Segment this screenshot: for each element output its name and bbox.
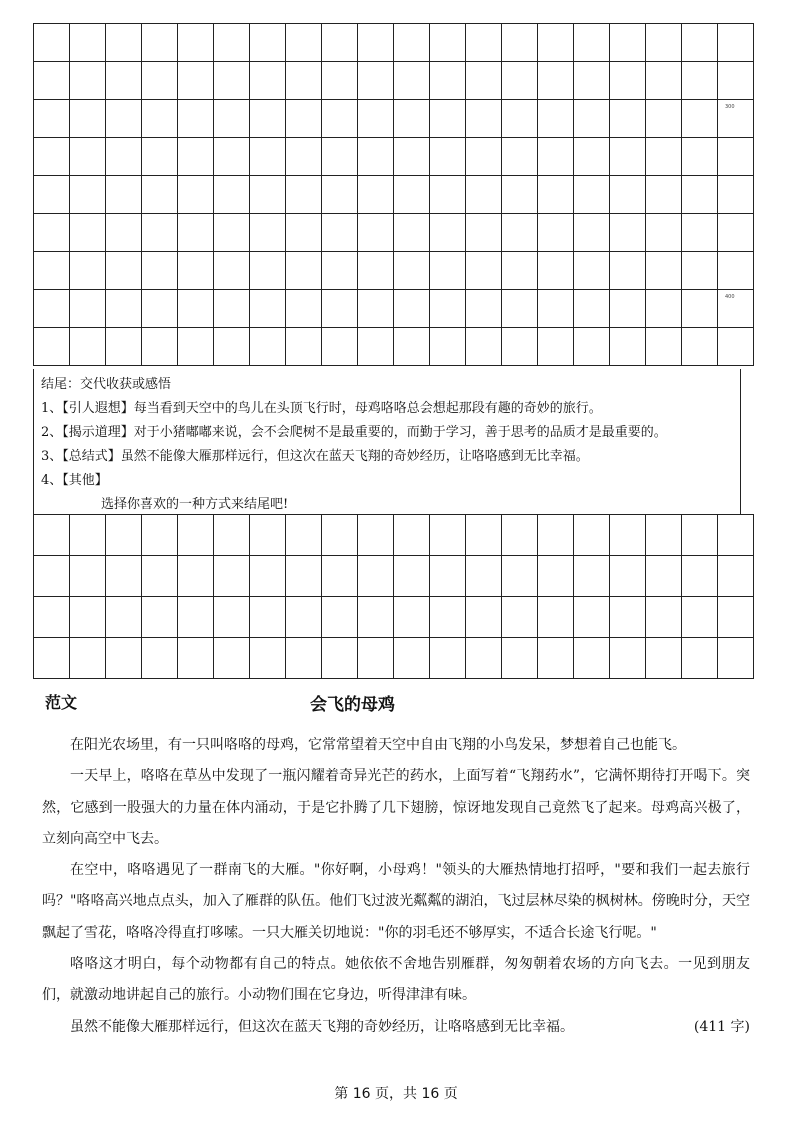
grid-cell	[430, 597, 466, 638]
grid-cell	[430, 252, 466, 290]
grid-cell	[286, 100, 322, 138]
grid-cell	[358, 556, 394, 597]
grid-cell	[394, 214, 430, 252]
grid-cell	[70, 252, 106, 290]
grid-cell	[214, 214, 250, 252]
grid-cell	[610, 597, 646, 638]
grid-cell	[394, 597, 430, 638]
grid-cell	[358, 328, 394, 366]
grid-cell	[718, 515, 754, 556]
grid-cell	[646, 100, 682, 138]
grid-cell	[286, 638, 322, 679]
grid-cell	[286, 252, 322, 290]
grid-cell	[322, 214, 358, 252]
sample-essay-label: 范文	[45, 693, 78, 712]
grid-cell	[250, 24, 286, 62]
grid-cell	[34, 252, 70, 290]
grid-cell	[610, 138, 646, 176]
grid-cell	[574, 24, 610, 62]
ending-option: 4、【其他】	[41, 473, 108, 488]
grid-cell	[682, 556, 718, 597]
grid-cell	[214, 290, 250, 328]
grid-cell	[394, 138, 430, 176]
grid-cell	[574, 638, 610, 679]
grid-cell	[538, 556, 574, 597]
grid-cell	[70, 328, 106, 366]
grid-cell	[70, 100, 106, 138]
grid-cell	[34, 214, 70, 252]
grid-row	[34, 638, 754, 679]
ending-prompt: 选择你喜欢的一种方式来结尾吧!	[101, 497, 289, 512]
grid-cell	[70, 556, 106, 597]
grid-cell	[178, 176, 214, 214]
grid-cell	[106, 328, 142, 366]
grid-cell	[502, 328, 538, 366]
grid-cell	[214, 638, 250, 679]
grid-cell	[574, 328, 610, 366]
grid-cell	[502, 638, 538, 679]
grid-cell	[178, 638, 214, 679]
grid-cell	[538, 328, 574, 366]
grid-cell	[394, 100, 430, 138]
grid-row	[34, 290, 754, 328]
grid-cell	[682, 252, 718, 290]
grid-cell	[682, 597, 718, 638]
grid-cell	[250, 556, 286, 597]
word-count-mark: 400	[725, 294, 735, 300]
essay-conclusion: 虽然不能像大雁那样远行，但这次在蓝天飞翔的奇妙经历，让咯咯感到无比幸福。	[70, 1018, 574, 1035]
grid-cell	[502, 290, 538, 328]
grid-cell	[646, 597, 682, 638]
grid-cell	[70, 290, 106, 328]
grid-cell	[178, 515, 214, 556]
grid-cell	[610, 62, 646, 100]
grid-cell	[574, 290, 610, 328]
grid-cell	[682, 515, 718, 556]
grid-cell	[682, 328, 718, 366]
grid-cell	[322, 100, 358, 138]
grid-cell	[214, 597, 250, 638]
grid-cell	[250, 100, 286, 138]
grid-cell	[322, 597, 358, 638]
grid-cell	[682, 290, 718, 328]
grid-cell	[214, 252, 250, 290]
grid-cell	[358, 597, 394, 638]
grid-cell	[610, 328, 646, 366]
essay-paragraph: 在空中，咯咯遇见了一群南飞的大雁。"你好啊，小母鸡！"领头的大雁热情地打招呼，"要和我们一起去旅行吗？"咯咯高兴地点点头，加入了雁群的队伍。他们飞过波光粼粼的湖泊，飞过层林尽染的枫树林。傍晚时分，天空飘起了雪花，咯咯冷得直打哆嗦。一只大雁关切地说："你的羽毛还不够厚实，不适合长途飞行呢。"	[42, 862, 750, 941]
grid-cell	[466, 138, 502, 176]
grid-cell	[646, 638, 682, 679]
grid-cell	[358, 24, 394, 62]
grid-cell	[538, 214, 574, 252]
grid-cell	[574, 176, 610, 214]
grid-cell	[286, 290, 322, 328]
grid-cell	[394, 24, 430, 62]
grid-cell	[574, 100, 610, 138]
grid-cell	[610, 24, 646, 62]
grid-cell	[250, 597, 286, 638]
grid-row	[34, 62, 754, 100]
grid-cell	[466, 214, 502, 252]
grid-cell	[142, 62, 178, 100]
grid-cell	[574, 556, 610, 597]
grid-cell	[394, 252, 430, 290]
grid-cell	[430, 290, 466, 328]
grid-cell	[646, 138, 682, 176]
grid-cell	[34, 62, 70, 100]
grid-cell	[574, 214, 610, 252]
grid-cell	[466, 515, 502, 556]
grid-cell	[430, 138, 466, 176]
grid-cell	[214, 515, 250, 556]
grid-cell	[718, 638, 754, 679]
grid-cell	[574, 62, 610, 100]
grid-cell	[286, 328, 322, 366]
word-count-mark: 300	[725, 104, 735, 110]
grid-cell	[34, 556, 70, 597]
grid-cell	[214, 556, 250, 597]
grid-cell	[682, 138, 718, 176]
grid-cell	[358, 138, 394, 176]
grid-cell	[682, 638, 718, 679]
grid-cell	[646, 328, 682, 366]
grid-cell	[322, 62, 358, 100]
grid-cell	[718, 556, 754, 597]
grid-cell	[142, 597, 178, 638]
grid-cell	[394, 176, 430, 214]
grid-cell	[142, 24, 178, 62]
grid-cell	[70, 597, 106, 638]
grid-cell	[106, 556, 142, 597]
grid-row	[34, 214, 754, 252]
grid-cell	[142, 138, 178, 176]
grid-row	[34, 328, 754, 366]
grid-cell	[466, 328, 502, 366]
grid-cell	[286, 24, 322, 62]
grid-cell	[322, 176, 358, 214]
grid-cell	[178, 252, 214, 290]
grid-cell	[502, 252, 538, 290]
grid-cell	[286, 176, 322, 214]
grid-row	[34, 597, 754, 638]
grid-cell	[250, 290, 286, 328]
grid-cell	[610, 100, 646, 138]
grid-cell	[70, 176, 106, 214]
grid-cell	[646, 214, 682, 252]
grid-cell	[358, 252, 394, 290]
grid-cell	[106, 597, 142, 638]
grid-cell	[106, 138, 142, 176]
grid-cell	[106, 638, 142, 679]
grid-cell	[142, 515, 178, 556]
grid-cell	[502, 556, 538, 597]
grid-cell	[34, 597, 70, 638]
grid-cell	[322, 290, 358, 328]
grid-cell	[718, 138, 754, 176]
grid-cell	[502, 597, 538, 638]
grid-cell	[34, 24, 70, 62]
grid-cell	[466, 100, 502, 138]
grid-cell	[322, 328, 358, 366]
grid-row	[34, 176, 754, 214]
grid-cell	[466, 24, 502, 62]
grid-cell	[718, 100, 754, 138]
grid-cell	[358, 100, 394, 138]
grid-row	[34, 100, 754, 138]
grid-cell	[250, 62, 286, 100]
grid-cell	[394, 638, 430, 679]
grid-cell	[394, 556, 430, 597]
grid-cell	[70, 515, 106, 556]
word-count: (411 字)	[693, 1018, 750, 1035]
grid-cell	[610, 252, 646, 290]
grid-cell	[214, 328, 250, 366]
grid-cell	[34, 100, 70, 138]
grid-cell	[466, 62, 502, 100]
grid-cell	[250, 138, 286, 176]
grid-cell	[394, 328, 430, 366]
writing-grid-top	[33, 23, 754, 366]
grid-cell	[142, 328, 178, 366]
ending-option: 2、【揭示道理】对于小猪嘟嘟来说，会不会爬树不是最重要的，而勤于学习，善于思考的品质才是最重要的。	[41, 425, 667, 440]
grid-cell	[646, 556, 682, 597]
grid-cell	[322, 138, 358, 176]
grid-cell	[610, 176, 646, 214]
grid-cell	[178, 100, 214, 138]
grid-cell	[646, 24, 682, 62]
grid-cell	[538, 62, 574, 100]
grid-cell	[574, 597, 610, 638]
grid-cell	[106, 515, 142, 556]
grid-cell	[286, 597, 322, 638]
grid-cell	[322, 252, 358, 290]
grid-cell	[322, 515, 358, 556]
grid-cell	[34, 138, 70, 176]
grid-cell	[250, 328, 286, 366]
grid-cell	[718, 252, 754, 290]
grid-cell	[538, 138, 574, 176]
grid-cell	[646, 252, 682, 290]
grid-cell	[358, 62, 394, 100]
essay-header	[0, 690, 792, 718]
essay-paragraph: 咯咯这才明白，每个动物都有自己的特点。她依依不舍地告别雁群，匆匆朝着农场的方向飞去。一见到朋友们，就激动地讲起自己的旅行。小动物们围在它身边，听得津津有味。	[42, 956, 750, 1004]
grid-cell	[682, 176, 718, 214]
grid-cell	[214, 24, 250, 62]
grid-row	[34, 252, 754, 290]
grid-cell	[70, 62, 106, 100]
grid-cell	[322, 24, 358, 62]
grid-cell	[70, 24, 106, 62]
grid-cell	[142, 290, 178, 328]
grid-cell	[358, 214, 394, 252]
grid-cell	[502, 176, 538, 214]
grid-cell	[106, 176, 142, 214]
grid-cell	[34, 176, 70, 214]
grid-cell	[142, 556, 178, 597]
grid-cell	[106, 24, 142, 62]
grid-cell	[34, 638, 70, 679]
grid-cell	[610, 556, 646, 597]
grid-cell	[718, 176, 754, 214]
grid-cell	[34, 290, 70, 328]
grid-cell	[106, 290, 142, 328]
grid-cell	[178, 214, 214, 252]
grid-cell	[250, 515, 286, 556]
grid-cell	[70, 638, 106, 679]
grid-cell	[178, 597, 214, 638]
grid-cell	[574, 252, 610, 290]
grid-cell	[646, 515, 682, 556]
grid-cell	[682, 62, 718, 100]
grid-cell	[574, 138, 610, 176]
grid-cell	[502, 214, 538, 252]
grid-cell	[502, 100, 538, 138]
grid-cell	[466, 176, 502, 214]
grid-cell	[430, 515, 466, 556]
grid-cell	[538, 597, 574, 638]
essay-title: 会飞的母鸡	[310, 695, 395, 715]
writing-grid-bottom	[33, 514, 754, 679]
grid-cell	[466, 290, 502, 328]
ending-option: 1、【引人遐想】每当看到天空中的鸟儿在头顶飞行时，母鸡咯咯总会想起那段有趣的奇妙的旅行。	[41, 401, 602, 416]
grid-row	[34, 556, 754, 597]
grid-cell	[502, 138, 538, 176]
grid-cell	[430, 638, 466, 679]
grid-cell	[178, 24, 214, 62]
ending-option: 3、【总结式】虽然不能像大雁那样远行，但这次在蓝天飞翔的奇妙经历，让咯咯感到无比幸福。	[41, 449, 589, 464]
grid-cell	[142, 214, 178, 252]
grid-cell	[682, 100, 718, 138]
grid-cell	[286, 138, 322, 176]
grid-cell	[538, 515, 574, 556]
grid-cell	[178, 138, 214, 176]
grid-cell	[358, 290, 394, 328]
essay-paragraph: 在阳光农场里，有一只叫咯咯的母鸡，它常常望着天空中自由飞翔的小鸟发呆，梦想着自己也能飞。	[70, 737, 686, 753]
grid-cell	[430, 556, 466, 597]
grid-cell	[646, 176, 682, 214]
grid-cell	[430, 62, 466, 100]
page-number: 第 16 页，共 16 页	[334, 1086, 458, 1102]
grid-cell	[178, 556, 214, 597]
grid-cell	[610, 290, 646, 328]
grid-cell	[610, 638, 646, 679]
grid-cell	[502, 24, 538, 62]
essay-paragraph: 一天早上，咯咯在草丛中发现了一瓶闪耀着奇异光芒的药水，上面写着“飞翔药水”，它满怀期待打开喝下。突然，它感到一股强大的力量在体内涌动，于是它扑腾了几下翅膀，惊讶地发现自己竟然飞了起来。母鸡高兴极了，立刻向高空中飞去。	[42, 768, 750, 847]
grid-cell	[610, 515, 646, 556]
grid-cell	[106, 100, 142, 138]
grid-cell	[214, 100, 250, 138]
grid-cell	[466, 638, 502, 679]
grid-cell	[430, 176, 466, 214]
grid-cell	[178, 290, 214, 328]
grid-cell	[718, 328, 754, 366]
grid-cell	[718, 214, 754, 252]
grid-cell	[358, 638, 394, 679]
grid-row	[34, 515, 754, 556]
grid-cell	[214, 62, 250, 100]
grid-cell	[142, 252, 178, 290]
grid-cell	[538, 176, 574, 214]
ending-guidance	[33, 369, 741, 514]
grid-cell	[430, 328, 466, 366]
grid-cell	[70, 138, 106, 176]
grid-cell	[682, 214, 718, 252]
grid-cell	[142, 100, 178, 138]
grid-cell	[466, 252, 502, 290]
grid-row	[34, 138, 754, 176]
grid-cell	[394, 515, 430, 556]
essay-body	[42, 730, 750, 1043]
grid-cell	[538, 100, 574, 138]
grid-cell	[394, 290, 430, 328]
grid-cell	[322, 556, 358, 597]
grid-cell	[214, 176, 250, 214]
grid-cell	[214, 138, 250, 176]
grid-cell	[718, 24, 754, 62]
essay-last-line	[42, 1012, 750, 1043]
grid-cell	[286, 214, 322, 252]
grid-cell	[646, 62, 682, 100]
grid-cell	[178, 62, 214, 100]
grid-cell	[34, 515, 70, 556]
ending-heading: 结尾：交代收获或感悟	[41, 377, 172, 392]
grid-cell	[178, 328, 214, 366]
grid-cell	[358, 515, 394, 556]
grid-cell	[286, 62, 322, 100]
grid-cell	[718, 290, 754, 328]
grid-cell	[358, 176, 394, 214]
grid-cell	[322, 638, 358, 679]
grid-cell	[538, 290, 574, 328]
grid-cell	[430, 100, 466, 138]
grid-cell	[142, 638, 178, 679]
grid-cell	[574, 515, 610, 556]
grid-cell	[466, 597, 502, 638]
grid-cell	[646, 290, 682, 328]
grid-cell	[538, 252, 574, 290]
grid-cell	[286, 515, 322, 556]
grid-cell	[250, 252, 286, 290]
grid-cell	[34, 328, 70, 366]
grid-cell	[250, 214, 286, 252]
grid-cell	[502, 62, 538, 100]
grid-cell	[250, 176, 286, 214]
grid-cell	[142, 176, 178, 214]
grid-cell	[286, 556, 322, 597]
grid-cell	[538, 638, 574, 679]
grid-cell	[70, 214, 106, 252]
grid-cell	[106, 214, 142, 252]
grid-cell	[430, 214, 466, 252]
grid-row	[34, 24, 754, 62]
grid-cell	[538, 24, 574, 62]
grid-cell	[682, 24, 718, 62]
grid-cell	[430, 24, 466, 62]
grid-cell	[106, 252, 142, 290]
grid-cell	[610, 214, 646, 252]
grid-cell	[718, 62, 754, 100]
grid-cell	[106, 62, 142, 100]
grid-cell	[394, 62, 430, 100]
grid-cell	[718, 597, 754, 638]
grid-cell	[250, 638, 286, 679]
grid-cell	[502, 515, 538, 556]
grid-cell	[466, 556, 502, 597]
